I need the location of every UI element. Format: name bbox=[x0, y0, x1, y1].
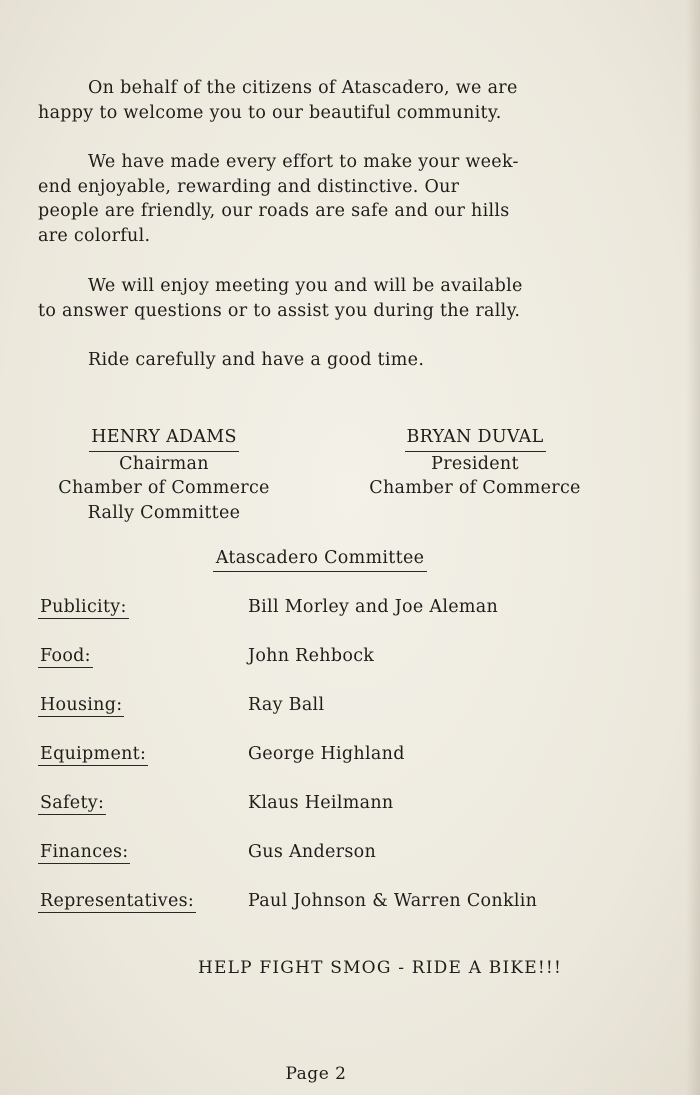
role-label: Safety: bbox=[40, 793, 105, 813]
committee-row bbox=[38, 842, 658, 872]
signatory-org: Chamber of Commerce bbox=[369, 478, 581, 498]
committee-heading bbox=[0, 546, 640, 572]
signatory-org: Chamber of Commerce bbox=[58, 478, 270, 498]
role-person: Klaus Heilmann bbox=[248, 793, 394, 813]
signatory-committee: Rally Committee bbox=[87, 502, 241, 523]
committee-row bbox=[38, 793, 658, 823]
committee-title: Atascadero Committee bbox=[213, 546, 428, 572]
role-label: Finances: bbox=[40, 842, 129, 862]
signatory-title: Chairman bbox=[119, 453, 209, 474]
signatory-title: President bbox=[431, 453, 519, 474]
role-label: Equipment: bbox=[40, 744, 147, 764]
committee-row bbox=[38, 891, 658, 921]
committee-row bbox=[38, 695, 658, 725]
role-person: John Rehbock bbox=[248, 646, 375, 666]
role-label: Publicity: bbox=[40, 597, 127, 617]
closing-paragraph: Ride carefully and have a good time. bbox=[88, 350, 425, 370]
role-person: Bill Morley and Joe Aleman bbox=[248, 597, 499, 617]
signatory-name: BRYAN DUVAL bbox=[405, 425, 546, 452]
role-person: George Highland bbox=[248, 744, 405, 764]
role-person: Ray Ball bbox=[248, 695, 325, 715]
committee-row bbox=[38, 597, 658, 627]
role-person: Paul Johnson & Warren Conklin bbox=[248, 891, 538, 911]
welcome-paragraph: On behalf of the citizens of Atascadero, we are happy to welcome you to our beautiful community. bbox=[38, 78, 518, 123]
role-label: Representatives: bbox=[40, 891, 195, 911]
page-number: Page 2 bbox=[285, 1064, 347, 1084]
role-label: Food: bbox=[40, 646, 91, 666]
meeting-paragraph: We will enjoy meeting you and will be available to answer questions or to assist you during the rally. bbox=[38, 276, 523, 321]
committee-row bbox=[38, 646, 658, 676]
slogan: HELP FIGHT SMOG - RIDE A BIKE!!! bbox=[198, 958, 562, 978]
signature-bryan-duval bbox=[340, 425, 610, 501]
committee-row bbox=[38, 744, 658, 774]
signature-henry-adams bbox=[30, 425, 298, 525]
signatory-name: HENRY ADAMS bbox=[89, 425, 239, 452]
role-label: Housing: bbox=[40, 695, 123, 715]
effort-paragraph: We have made every effort to make your week- end enjoyable, rewarding and distinctive. Our people are friendly, our roads are safe and our hills are colorful. bbox=[38, 152, 519, 246]
role-person: Gus Anderson bbox=[248, 842, 377, 862]
